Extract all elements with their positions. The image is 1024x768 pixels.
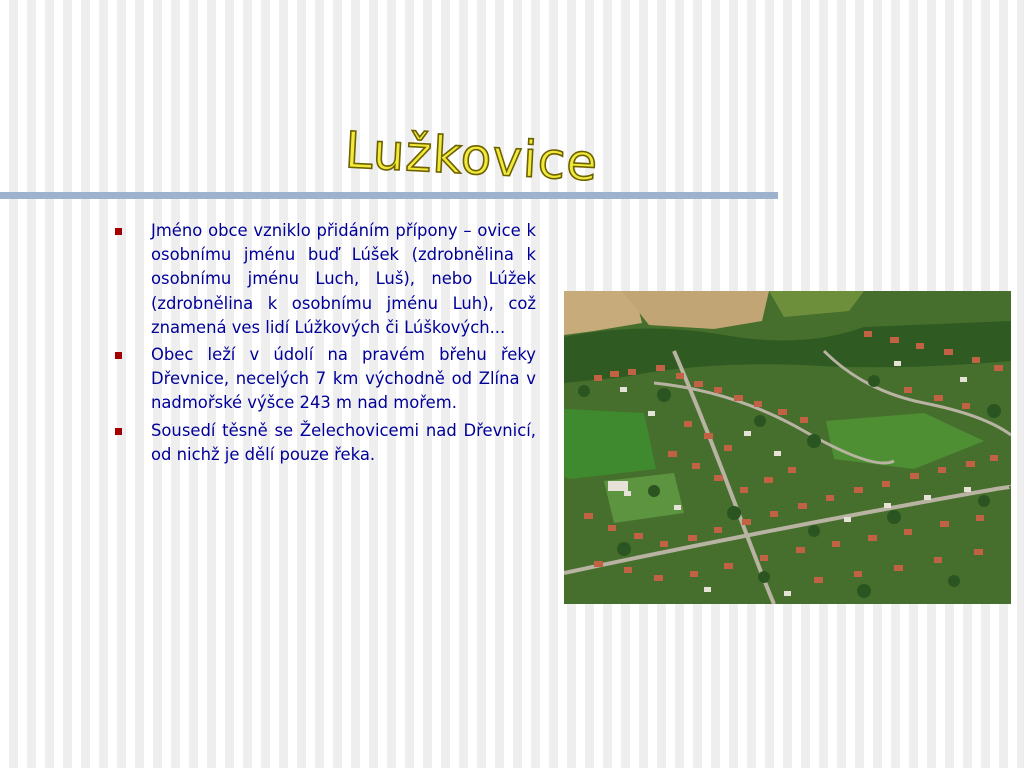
bullet-item bbox=[112, 219, 536, 340]
aerial-village-photo bbox=[564, 291, 1011, 604]
bullet-square-icon bbox=[115, 228, 122, 235]
title-underline-rule bbox=[0, 192, 778, 199]
bullet-list bbox=[112, 219, 536, 470]
bullet-square-icon bbox=[115, 428, 122, 435]
aerial-photo-illustration bbox=[564, 291, 1011, 604]
slide-title: Lužkovice bbox=[343, 121, 600, 193]
bullet-text: Sousedí těsně se Želechovicemi nad Dřevnicí, od nichž je dělí pouze řeka. bbox=[151, 420, 536, 464]
bullet-item bbox=[112, 419, 536, 467]
bullet-item bbox=[112, 343, 536, 416]
bullet-square-icon bbox=[115, 352, 122, 359]
bullet-text: Jméno obce vzniklo přidáním přípony – ovice k osobnímu jménu buď Lúšek (zdrobnělina k osobnímu jménu Luch, Luš), nebo Lúžek (zdrobnělina k osobnímu jménu Luh), což znamená ves lidí Lúžkových či Lúškových... bbox=[151, 221, 536, 337]
bullet-text: Obec leží v údolí na pravém břehu řeky Dřevnice, necelých 7 km východně od Zlína v nadmořské výšce 243 m nad mořem. bbox=[151, 345, 536, 413]
